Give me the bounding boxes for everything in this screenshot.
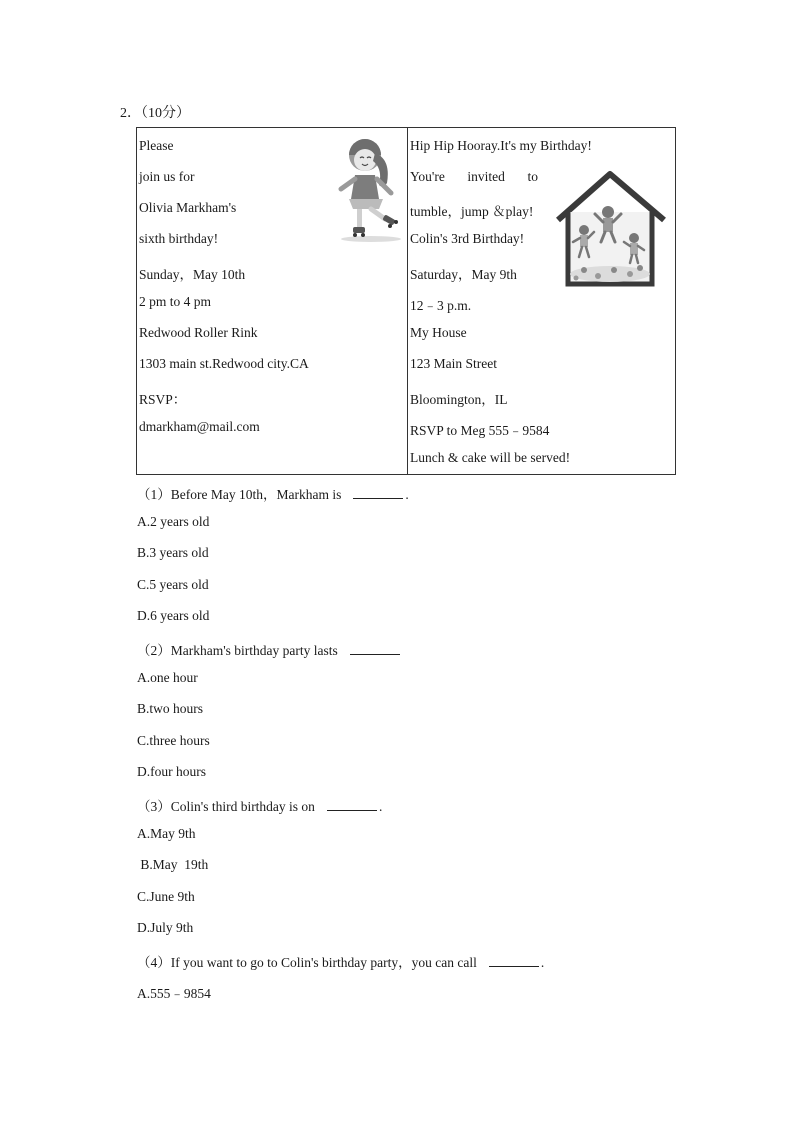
right-card-line: Bloomington，IL [410,392,508,407]
answer-blank[interactable] [350,642,400,655]
option-4a[interactable]: A.555﹣9854 [137,986,211,1001]
left-card-line: 2 pm to 4 pm [139,294,212,309]
left-card-line: 1303 main st.Redwood city.CA [139,356,309,371]
option-2b[interactable]: B.two hours [137,701,204,716]
question-4 [137,951,544,971]
option-3a[interactable]: A.May 9th [137,826,196,841]
left-card-line: join us for [139,169,195,184]
invited-word: You're [410,169,445,184]
option-2c[interactable]: C.three hours [137,733,210,748]
answer-blank[interactable] [353,486,403,499]
question-3 [137,795,382,815]
right-card-line: Saturday，May 9th [410,267,517,282]
right-card-line: Colin's 3rd Birthday! [410,231,525,246]
right-card-line: tumble，jump ＆play! [410,204,534,219]
question-3-stem: （3）Colin's third birthday is on [137,799,315,814]
option-1c[interactable]: C.5 years old [137,577,209,592]
right-card-line: My House [410,325,467,340]
right-invitation-card [408,128,676,475]
option-1d[interactable]: D.6 years old [137,608,210,623]
girl-roller-skating-illustration [335,133,407,243]
option-1a[interactable]: A.2 years old [137,514,210,529]
question-2-stem: （2）Markham's birthday party lasts [137,643,338,658]
option-1b[interactable]: B.3 years old [137,545,209,560]
invited-word: invited [467,169,505,184]
question-4-stem: （4）If you want to go to Colin's birthday party，you can call [137,955,477,970]
right-card-line: Hip Hip Hooray.It's my Birthday! [410,138,592,153]
invitation-table [136,127,676,475]
invited-line [410,169,538,185]
question-number: 2．（10分） [120,106,190,121]
left-invitation-card [137,128,408,475]
option-3c[interactable]: C.June 9th [137,889,195,904]
right-card-line: 123 Main Street [410,356,497,371]
question-end-mark: . [540,955,545,970]
question-2 [137,639,402,659]
right-card-line: 12﹣3 p.m. [410,298,472,313]
option-2a[interactable]: A.one hour [137,670,198,685]
kids-house-illustration [554,170,668,288]
question-1 [137,483,409,503]
right-card-line: Lunch & cake will be served! [410,450,571,465]
option-3b[interactable]: B.May 19th [137,857,209,872]
question-end-mark: . [405,487,409,502]
option-2d[interactable]: D.four hours [137,764,206,779]
left-card-line: dmarkham@mail.com [139,419,260,434]
left-card-line: sixth birthday! [139,231,219,246]
left-card-line: Redwood Roller Rink [139,325,258,340]
option-3d[interactable]: D.July 9th [137,920,194,935]
left-card-line: Please [139,138,174,153]
question-end-mark: . [378,799,383,814]
left-card-line: Sunday，May 10th [139,267,246,282]
right-card-line: RSVP to Meg 555﹣9584 [410,423,550,438]
left-card-line: Olivia Markham's [139,200,237,215]
left-card-line: RSVP： [139,392,187,407]
answer-blank[interactable] [489,954,539,967]
question-1-stem: （1）Before May 10th，Markham is [137,487,342,502]
answer-blank[interactable] [327,798,377,811]
invited-word: to [527,169,538,184]
